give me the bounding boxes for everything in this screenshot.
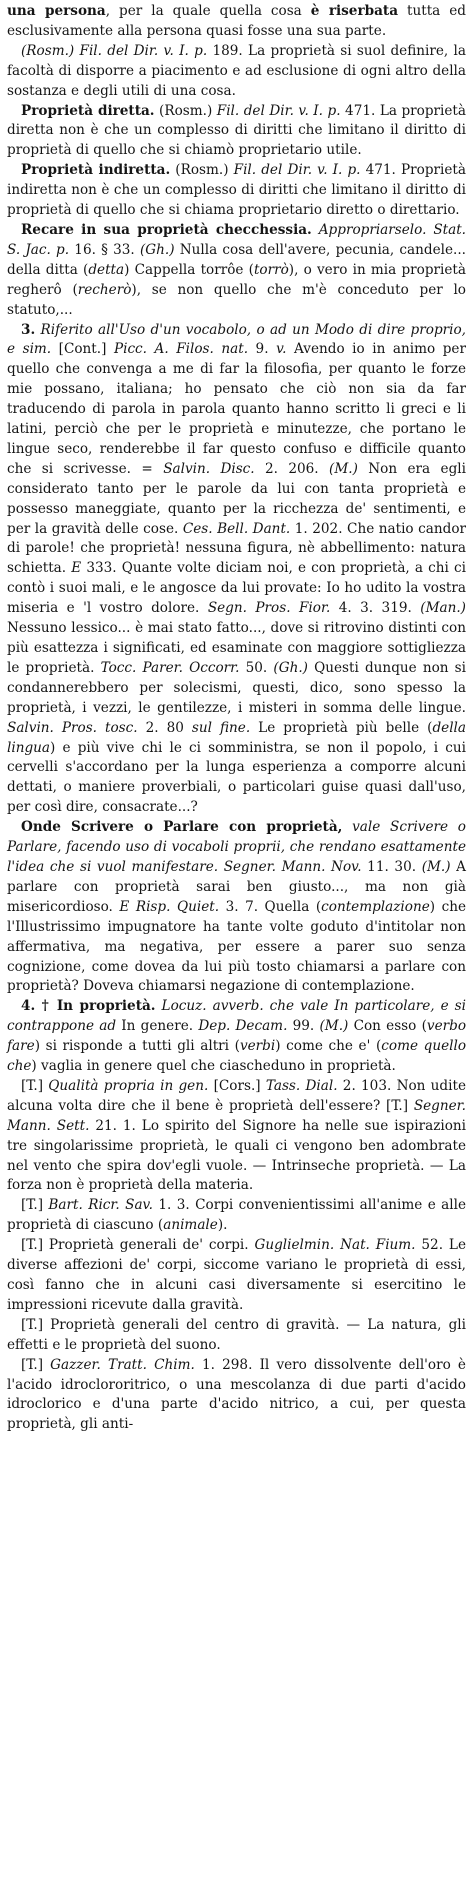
body-text: Nulla cosa dell'avere, pecunia, candele... della ditta ( [7,241,466,278]
dictionary-paragraph [7,1356,466,1436]
citation-text: animale [163,1217,218,1234]
body-text: [T.] [21,1077,49,1094]
body-text: 4. 3. 319. [330,600,421,617]
body-text: ) come che e' ( [275,1038,382,1055]
citation-text: Salvin. Disc. [163,460,255,477]
body-text: Le proprietà più belle ( [250,719,433,736]
citation-text: E Risp. Quiet. [119,898,220,915]
citation-text: Fil. del Dir. v. I. p. [233,162,361,179]
citation-text: Fil. del Dir. v. I. p. [216,102,341,119]
body-text: 2. 103. Non udite alcuna volta dire che il bene è proprietà dell'essere? [T.] [7,1077,466,1114]
citation-text: vale Scrivere o Parlare, facendo uso di vocaboli proprii, che rendano esattamente l'idea che si vuol manifestare. Segner. Mann. Nov. [7,819,466,875]
dictionary-paragraph [7,161,466,221]
body-text: ) che l'Illustrissimo impugnatore ha tante volte goduto d'intitolar non affermativa, ma negativa, per essere a parer suo senza cognizione, come dovea da lui più tosto chiamarsi a parlare con proprietà? Doveva chiamarsi negazione di contemplazione. [7,898,466,995]
citation-text: Ces. Bell. Dant. [182,520,291,537]
body-text: 1. 3. Corpi convenientissimi all'anime e alle proprietà di ciascuno ( [7,1197,467,1234]
body-text: Nessuno lessico... è mai stato fatto..., dove si ritrovino distinti con più esattezza i significati, ed esaminate con maggiore sottigliezza le proprietà. [7,620,466,676]
citation-text: (M.) [329,460,358,477]
citation-text: Segner. Mann. Sett. [7,1097,466,1134]
citation-text: recherò [77,281,132,298]
citation-text: E [71,560,82,577]
body-text: ) si risponde a tutti gli altri ( [34,1038,240,1055]
dictionary-paragraph [7,221,466,321]
body-text: 11. 30. [361,858,422,875]
dictionary-paragraph [7,2,466,42]
body-text: ) e più vive chi le ci somministra, se non il popolo, i cui cervelli s'accordano per la lunga esperienza a comporre alcuni dettati, o maniere proverbiali, o particolari guise quasi dall'uso, per così dire, consacrate...? [7,739,466,816]
entry-headword: Onde Scrivere o Parlare con proprietà, [21,819,343,836]
body-text: 471. La proprietà diretta non è che un complesso di diritti che limitano il diritto di proprietà di quello che si chiamò proprietario utile. [7,102,466,159]
citation-text: (Rosm.) Fil. del Dir. v. I. p. [21,42,208,59]
dictionary-paragraph [7,1196,466,1236]
entry-headword: una persona [7,3,106,19]
citation-text: Appropriarselo. Stat. S. Jac. p. [7,221,466,258]
body-text: A parlare con proprietà sarai ben giusto..., ma non già misericordioso. [7,858,467,915]
body-text: 2. 80 [137,719,192,736]
body-text: In genere. [116,1018,199,1035]
citation-text: v. [276,341,287,358]
dictionary-paragraph [7,997,466,1077]
body-text: 16. § 33. [69,241,140,258]
dictionary-paragraph [7,818,466,997]
body-text: [Cors.] [208,1077,266,1094]
citation-text: Tocc. Parer. Occorr. [100,659,240,676]
body-text: 189. La proprietà si suol definire, la facoltà di disporre a piacimento e ad esclusione di ogni altro della sostanza e degli utili di una cosa. [7,42,466,99]
body-text: Questi dunque non si condannerebbero per solecismi, questi, dico, sono spesso la proprietà, i vezzi, le gentilezze, i misteri in somma delle lingue. [7,659,466,716]
body-text [312,222,319,238]
body-text: Non era egli considerato tanto per le parole da lui con tanta proprietà e possesso maneggiate, quanto per la ricchezza de' sentimenti, e per la gravità delle cose. [7,460,466,537]
body-text: ), se non quello che m'è conceduto per lo statuto,... [7,281,466,318]
body-text: (Rosm.) [154,102,217,119]
dictionary-paragraph [7,1077,466,1196]
citation-text: Tass. Dial. [265,1077,338,1094]
body-text: [T.] Proprietà generali de' corpi. [21,1237,255,1254]
body-text: ), o vero in mia proprietà regherô ( [7,261,467,298]
body-text: 333. Quante volte diciam noi, e con proprietà, a chi ci contò i suoi mali, e le angosce da lui provate: Io ho udito la vostra miseria e 'l vostro dolore. [7,560,466,617]
citation-text: (Gh.) [139,241,175,258]
body-text: 21. 1. Lo spirito del Signore ha nelle sue ispirazioni tre singolarissime proprietà, le quali ci vengono ben adombrate nel vento che spira dov'egli vuole. — Intrinseche proprietà. — La forza non è proprietà della materia. [7,1117,466,1194]
dictionary-paragraph [7,321,466,819]
citation-text: verbi [239,1038,276,1055]
body-text [342,819,352,835]
citation-text: detta [88,261,125,278]
citation-text: (M.) [319,1018,349,1035]
entry-headword: Recare in sua proprietà checchessia. [21,221,312,238]
citation-text: Picc. A. Filos. nat. [113,341,249,358]
dictionary-paragraph [7,42,466,102]
body-text: ). [217,1217,228,1234]
body-text: 471. Proprietà indiretta non è che un complesso di diritti che limitano il diritto di proprietà di quello che si chiama proprietario diretto o direttario. [7,162,466,219]
citation-text: Dep. Decam. [198,1018,288,1035]
citation-text: Qualità propria in gen. [48,1077,209,1094]
entry-headword: 3. [21,321,36,338]
body-text: 1. 298. Il vero dissolvente dell'oro è l'acido idroclororitrico, o una mescolanza di due parti d'acido idroclorico e d'una parte d'acido nitrico, a cui, per questa proprietà, gli anti- [7,1356,466,1433]
citation-text: della lingua [7,719,466,756]
citation-text: verbo fare [7,1018,466,1055]
body-text: , per la quale quella cosa [105,3,311,19]
body-text: [T.] [21,1356,51,1373]
body-text: 2. 206. [254,460,330,477]
dictionary-paragraph [7,1236,466,1316]
entry-headword: è riserbata [310,3,399,19]
body-text: 3. 7. Quella ( [219,898,322,915]
body-text: Avendo io in animo per quello che convenga a me di far la filosofia, per quanto le forze mie possano, italiana; ho pensato che ciò non sia da far traducendo di parola in parola quanto hanno scritto li greci e li latini, perciò che per le proprietà e minutezze, che portano le lingue seco, renderebbe il far questo confuso e difficile quanto che si scrivesse. = [7,341,466,477]
citation-text: (M.) [421,858,451,875]
body-text: 99. [287,1018,320,1035]
citation-text: torrò [253,261,289,278]
body-text: 9. [248,341,277,358]
entry-headword: 4. † In proprietà. [21,998,156,1015]
body-text: 1. 202. Che natio candor di parole! che proprietà! nessuna figura, nè abbellimento: natura schietta. [7,520,466,577]
citation-text: Bart. Ricr. Sav. [48,1197,153,1214]
body-text: ) Cappella torrôe ( [124,261,254,278]
citation-text: Guglielmin. Nat. Fium. [254,1237,416,1254]
entry-headword: Proprietà indiretta. [21,162,171,179]
dictionary-paragraph [7,102,466,162]
citation-text: Salvin. Pros. tosc. [7,719,138,736]
body-text: [Cont.] [51,341,114,358]
citation-text: (Gh.) [273,659,308,676]
body-text: 50. [239,659,274,676]
body-text: (Rosm.) [170,162,234,179]
body-text: tutta ed esclusivamente alla persona quasi fosse una sua parte. [7,3,466,39]
citation-text: Gazzer. Tratt. Chim. [50,1356,195,1373]
body-text: ) vaglia in genere quel che ciascheduno in proprietà. [31,1058,396,1075]
citation-text: (Man.) [420,600,466,617]
body-text: Con esso ( [348,1018,427,1035]
body-text: [T.] Proprietà generali del centro di gravità. — La natura, gli effetti e le proprietà del suono. [7,1316,466,1353]
body-text: [T.] [21,1197,49,1214]
citation-text: come quello che [7,1038,467,1075]
dictionary-paragraph [7,1316,466,1356]
citation-text: Riferito all'Uso d'un vocabolo, o ad un Modo di dire proprio, e sim. [7,321,466,358]
body-text: 52. Le diverse affezioni de' corpi, siccome variano le proprietà di essi, così fanno che in alcuni casi diversamente si esercitino le impressioni ricevute dalla gravità. [7,1237,466,1313]
citation-text: Segn. Pros. Fior. [207,600,331,617]
citation-text: Locuz. avverb. che vale In particolare, e si contrappone ad [7,998,467,1035]
citation-text: contemplazione [321,898,430,915]
citation-text: sul fine. [191,719,251,736]
entry-headword: Proprietà diretta. [21,102,155,119]
